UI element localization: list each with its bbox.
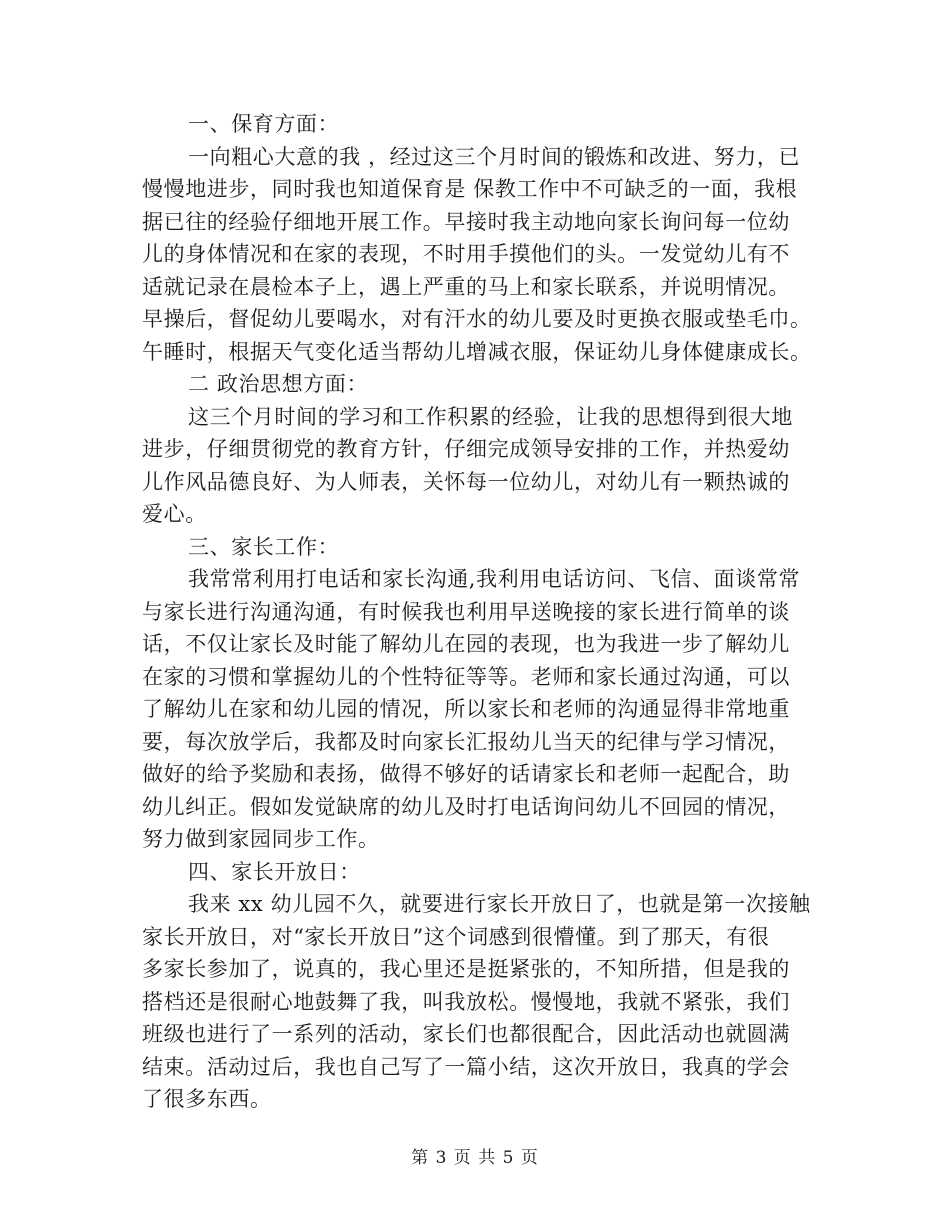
paragraph-line: 适就记录在晨检本子上，遇上严重的马上和家长联系，并说明情况。	[142, 274, 790, 299]
paragraph-line: 了解幼儿在家和幼儿园的情况，所以家长和老师的沟通显得非常地重	[142, 697, 790, 721]
paragraph-line: 我常常利用打电话和家长沟通,我利用电话访问、飞信、面谈常常	[188, 567, 801, 591]
paragraph-line: 进步，仔细贯彻党的教育方针，仔细完成领导安排的工作，并热爱幼	[142, 437, 790, 461]
paragraph-line: 我来 xx 幼儿园不久，就要进行家长开放日了，也就是第一次接触	[188, 892, 811, 916]
paragraph-line: 做好的给予奖励和表扬，做得不够好的话请家长和老师一起配合，助	[142, 762, 790, 786]
paragraph-line: 了很多东西。	[142, 1087, 272, 1111]
page-footer: 第 3 页 共 5 页	[411, 1148, 539, 1168]
paragraph-line: 话，不仅让家长及时能了解幼儿在园的表现，也为我进一步了解幼儿	[142, 632, 790, 656]
paragraph-line: 一向粗心大意的我 ，经过这三个月时间的锻炼和改进、努力，已	[188, 144, 801, 169]
paragraph-line: 据已往的经验仔细地开展工作。早接时我主动地向家长询问每一位幼	[142, 209, 790, 234]
paragraph-line: 搭档还是很耐心地鼓舞了我，叫我放松。慢慢地，我就不紧张，我们	[142, 989, 790, 1014]
section-heading: 二 政治思想方面：	[188, 372, 369, 396]
section-heading: 三、家长工作：	[188, 534, 340, 559]
paragraph-line: 在家的习惯和掌握幼儿的个性特征等等。老师和家长通过沟通，可以	[142, 664, 790, 689]
paragraph-line: 爱心。	[142, 502, 207, 526]
paragraph-line: 多家长参加了，说真的，我心里还是挺紧张的，不知所措，但是我的	[142, 957, 790, 981]
section-heading: 四、家长开放日：	[188, 859, 361, 884]
paragraph-line: 努力做到家园同步工作。	[142, 827, 380, 851]
paragraph-line: 结束。活动过后，我也自己写了一篇小结，这次开放日，我真的学会	[142, 1054, 790, 1079]
paragraph-line: 儿的身体情况和在家的表现，不时用手摸他们的头。一发觉幼儿有不	[142, 242, 790, 266]
paragraph-line: 早操后，督促幼儿要喝水，对有汗水的幼儿要及时更换衣服或垫毛巾。	[142, 307, 812, 331]
paragraph-line: 午睡时，根据天气变化适当帮幼儿增减衣服，保证幼儿身体健康成长。	[142, 339, 812, 364]
paragraph-line: 慢慢地进步，同时我也知道保育是 保教工作中不可缺乏的一面，我根	[142, 177, 798, 201]
section-heading: 一、保育方面：	[188, 112, 340, 136]
paragraph-line: 与家长进行沟通沟通，有时候我也利用早送晚接的家长进行简单的谈	[142, 599, 790, 624]
paragraph-line: 幼儿纠正。假如发觉缺席的幼儿及时打电话询问幼儿不回园的情况，	[142, 794, 790, 819]
paragraph-line: 这三个月时间的学习和工作积累的经验，让我的思想得到很大地	[188, 404, 793, 429]
paragraph-line: 儿作风品德良好、为人师表，关怀每一位幼儿，对幼儿有一颗热诚的	[142, 469, 790, 494]
paragraph-line: 班级也进行了一系列的活动，家长们也都很配合，因此活动也就圆满	[142, 1022, 790, 1046]
document-body	[142, 108, 812, 1116]
paragraph-line: 家长开放日，对“家长开放日”这个词感到很懵懂。到了那天，有很	[142, 924, 770, 949]
paragraph-line: 要，每次放学后，我都及时向家长汇报幼儿当天的纪律与学习情况，	[142, 729, 790, 754]
